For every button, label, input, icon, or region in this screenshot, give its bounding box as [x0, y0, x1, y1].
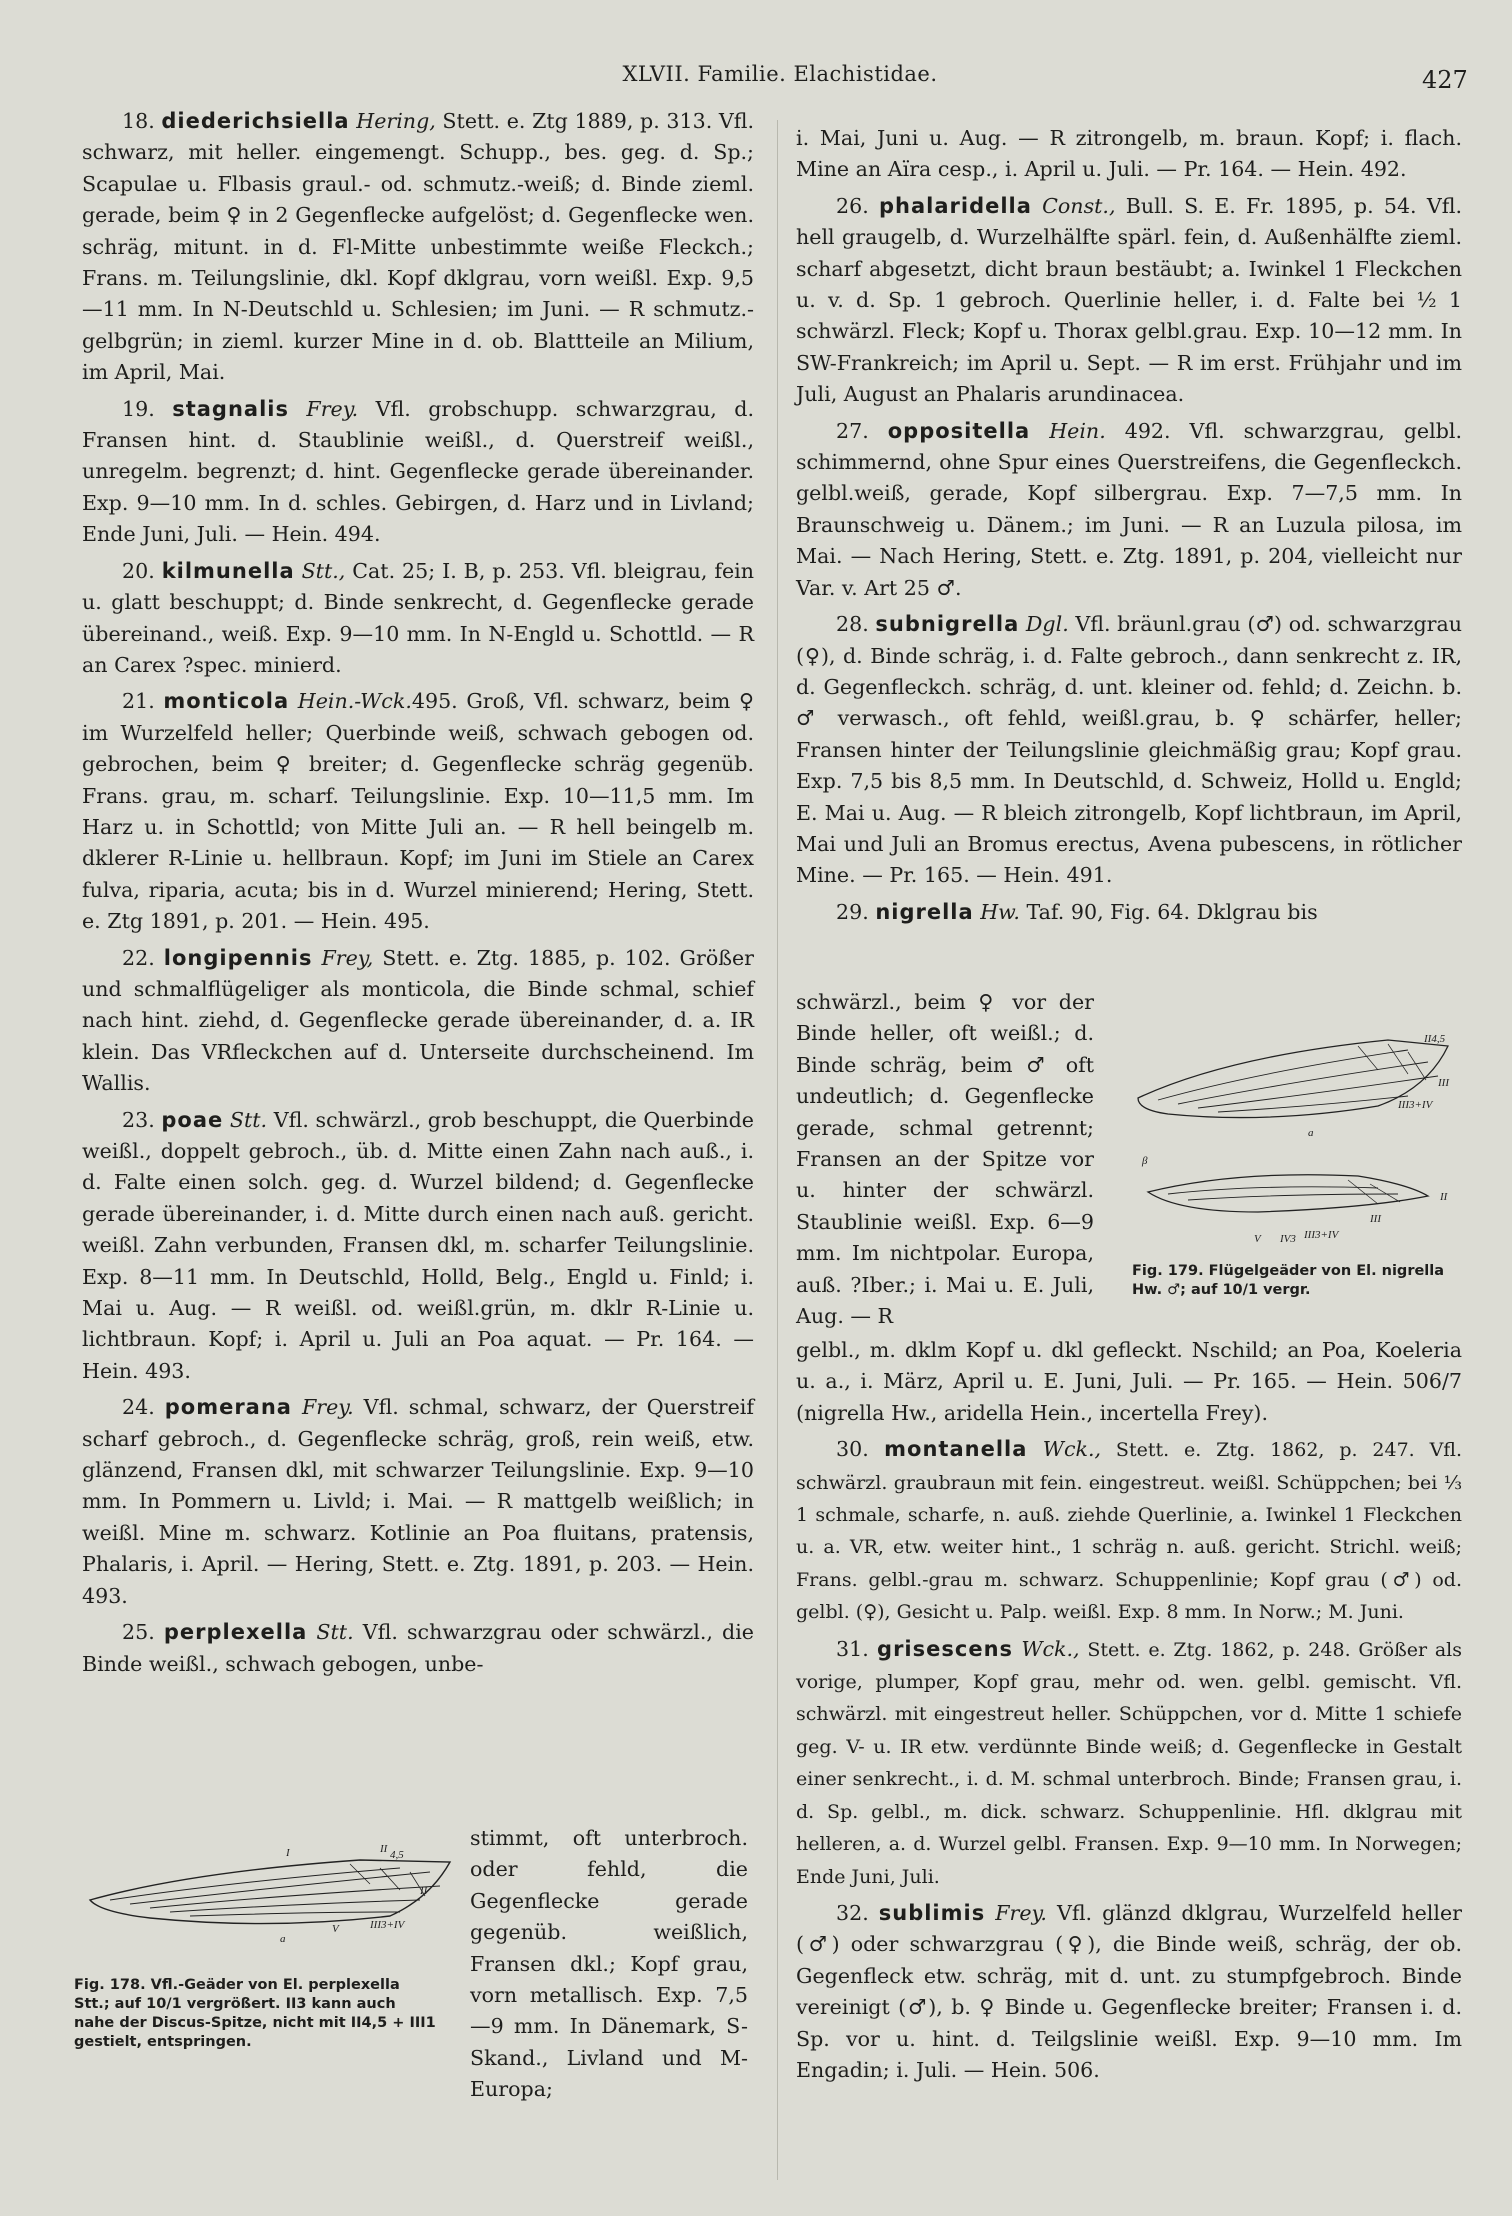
svg-text:a: a [1308, 1127, 1314, 1139]
species-name: monticola [163, 689, 290, 714]
entry-18: 18. diederichsiella Hering, Stett. e. Ztg 1889, p. 313. Vfl. schwarz, mit heller. eingemengt. Schupp., bes. geg. d. Sp.; Scapulae u. Flbasis graul.- od. schmutz.-weiß; d. Binde zieml. gerade, beim ♀ in 2 Gegenflecke aufgelöst; d. Gegenflecke wen. schräg, mitunt. in d. Fl-Mitte unbestimmte weiße Fleckch.; Frans. m. Teilungslinie, dkl. Kopf dklgrau, vorn weißl. Exp. 9,5—11 mm. In N-Deutschld u. Schlesien; im Juni. — R schmutz.-gelbgrün; in zieml. kurzer Mine in d. ob. Blattteile an Milium, im April, Mai. [82, 109, 755, 385]
entry-30: 30. montanella Wck., Stett. e. Ztg. 1862, p. 247. Vfl. schwärzl. graubraun mit fein. eingestreut. weißl. Schüppchen; bei ⅓ 1 schmale, scharfe, n. auß. ziehde Querlinie, a. Iwinkel 1 Fleckchen u. a. VR, etw. weiter hint., 1 schräg n. auß. gericht. Strichl. weiß; Frans. gelbl.-grau m. schwarz. Schuppenlinie; Kopf grau (♂) od. gelbl. (♀), Gesicht u. Palp. weißl. Exp. 8 mm. In Norw.; M. Juni. [796, 1437, 1463, 1624]
species-name: phalaridella [879, 193, 1032, 218]
species-name: oppositella [887, 418, 1031, 443]
wing-venation-figure-178 [70, 1838, 460, 1958]
species-name: montanella [884, 1437, 1028, 1462]
figure-179-caption: Fig. 179. Flügelgeäder von El. nigrella Hw. ♂; auf 10/1 vergr. [1132, 1263, 1445, 1298]
entry-20: 20. kilmunella Stt., Cat. 25; I. B, p. 253. Vfl. bleigrau, fein u. glatt beschuppt; d. Binde senkrecht, d. Gegenflecke gerade übereinand., weiß. Exp. 9—10 mm. In N-Engld u. Schottld. — R an Carex ?spec. minierd. [82, 558, 754, 677]
svg-text:III3+IV: III3+IV [1398, 1099, 1433, 1111]
right-column [796, 123, 1462, 928]
svg-text:a: a [280, 1933, 286, 1945]
svg-text:V: V [1254, 1233, 1261, 1245]
svg-text:II: II [420, 1885, 428, 1897]
column-divider [777, 120, 778, 2180]
svg-text:IV3: IV3 [1280, 1233, 1296, 1245]
entry-27: 27. oppositella Hein. 492. Vfl. schwarzgrau, gelbl. schimmernd, ohne Spur eines Querstreifens, die Gegenfleckch. gelbl.weiß, gerade, Kopf silbergrau. Exp. 7—7,5 mm. In Braunschweig u. Dänem.; im Juni. — R an Luzula pilosa, im Mai. — Nach Hering, Stett. e. Ztg. 1891, p. 204, vielleicht nur Var. v. Art 25 ♂. [796, 418, 1463, 600]
entry-24: 24. pomerana Frey. Vfl. schmal, schwarz, der Querstreif scharf gebroch., d. Gegenflecke schräg, groß, rein weiß, etw. glänzend, Fransen dkl, mit schwarzer Teilungslinie. Exp. 9—10 mm. In Pommern u. Livld; i. Mai. — R mattgelb weißlich; in weißl. Mine m. schwarz. Kotlinie an Poa fluitans, pratensis, Phalaris, i. April. — Hering, Stett. e. Ztg. 1891, p. 203. — Hein. 493. [82, 1395, 754, 1608]
species-name: grisescens [877, 1636, 1014, 1661]
svg-text:III3+IV: III3+IV [370, 1919, 405, 1931]
entry-31: 31. grisescens Wck., Stett. e. Ztg. 1862, p. 248. Größer als vorige, plumper, Kopf grau, mehr od. wen. gelbl. gemischt. Vfl. schwärzl. mit eingestreut heller. Schüppchen, vor d. Mitte 1 schiefe geg. V- u. IR etw. verdünnte Binde weiß; d. Gegenflecke in Gestalt einer senkrecht., i. d. M. schmal unterbroch. Binde; Fransen grau, i. d. Sp. gelbl., m. dick. schwarz. Schuppenlinie. Hfl. dklgrau mit helleren, a. d. Wurzel gelbl. Fransen. Exp. 9—10 mm. In Norwegen; Ende Juni, Juli. [796, 1636, 1463, 1888]
entry-25-continuation: i. Mai, Juni u. Aug. — R zitrongelb, m. braun. Kopf; i. flach. Mine an Aïra cesp., i. April u. Juli. — Pr. 164. — Hein. 492. [796, 126, 1462, 182]
entry-23: 23. poae Stt. Vfl. schwärzl., grob beschuppt, die Querbinde weißl., doppelt gebroch., üb. d. Mitte einen Zahn nach auß., i. d. Falte einen solch. geg. d. Wurzel bildend; d. Gegenflecke gerade übereinander, i. d. Mitte durch einen nach auß. gericht. weißl. Zahn verbunden, Fransen dkl, m. scharfer Teilungslinie. Exp. 8—11 mm. In Deutschld, Holld, Belg., Engld u. Finld; i. Mai u. Aug. — R weißl. od. weißl.grün, m. dklr R-Linie u. lichtbraun. Kopf; i. April u. Juli an Poa aquat. — Pr. 164. — Hein. 493. [82, 1107, 754, 1383]
entry-29: 29. nigrella Hw. Taf. 90, Fig. 64. Dklgrau bis [836, 899, 1318, 924]
entry-21: 21. monticola Hein.-Wck.495. Groß, Vfl. schwarz, beim ♀ im Wurzelfeld heller; Querbinde weiß, schwach gebogen od. gebrochen, beim ♀ breiter; d. Gegenflecke schräg gegenüb. Frans. grau, m. scharf. Teilungslinie. Exp. 10—11,5 mm. Im Harz u. in Schottld; von Mitte Juli an. — R hell beingelb m. dklerer R-Linie u. hellbraun. Kopf; im Juni im Stiele an Carex fulva, riparia, acuta; bis in d. Wurzel minierend; Hering, Stett. e. Ztg 1891, p. 201. — Hein. 495. [82, 689, 755, 934]
svg-text:III3+IV: III3+IV [1304, 1229, 1339, 1241]
entry-28: 28. subnigrella Dgl. Vfl. bräunl.grau (♂) od. schwarzgrau (♀), d. Binde schräg, i. d. Falte gebroch., dann senkrecht z. IR, d. Gegenfleckch. schräg, d. unt. kleiner od. fehld; d. Zeichn. b. ♂ verwasch., oft fehld, weißl.grau, b. ♀ schärfer, heller; Fransen hinter der Teilungslinie gleichmäßig grau; Kopf grau. Exp. 7,5 bis 8,5 mm. In Deutschld, d. Schweiz, Holld u. Engld; E. Mai u. Aug. — R bleich zitrongelb, Kopf lichtbraun, im April, Mai und Juli an Bromus erectus, Avena pubescens, in rötlicher Mine. — Pr. 165. — Hein. 491. [796, 612, 1463, 888]
species-name: nigrella [875, 899, 974, 924]
entry-26: 26. phalaridella Const., Bull. S. E. Fr. 1895, p. 54. Vfl. hell graugelb, d. Wurzelhälfte spärl. fein, d. Außenhälfte zieml. scharf abgesetzt, dicht braun bestäubt; a. Iwinkel 1 Fleckchen u. v. d. Sp. 1 gebroch. Querlinie heller, i. d. Falte bei ½ 1 schwärzl. Fleck; Kopf u. Thorax gelbl.grau. Exp. 10—12 mm. In SW-Frankreich; im April u. Sept. — R im erst. Frühjahr und im Juli, August an Phalaris arundinacea. [796, 193, 1462, 407]
svg-text:II: II [1440, 1191, 1448, 1203]
species-name: diederichsiella [161, 109, 350, 133]
species-name: subnigrella [875, 612, 1020, 637]
right-column-lower [796, 1335, 1462, 2091]
entry-22: 22. longipennis Frey, Stett. e. Ztg. 1885, p. 102. Größer und schmalflügeliger als monticola, die Binde schmal, schief nach hint. ziehd, d. Gegenflecke gerade übereinander, d. a. IR klein. Das VRfleckchen auf d. Unterseite durchscheinend. Im Wallis. [82, 945, 755, 1096]
entry-29-wrap-text: schwärzl., beim ♀ vor der Binde heller, oft weißl.; d. Binde schräg, beim ♂ oft undeutlich; d. Gegenflecke gerade, schmal getrennt; Fransen an der Spitze vor u. hinter der schwärzl. Staublinie weißl. Exp. 6—9 mm. Im nichtpolar. Europa, auß. ?Iber.; i. Mai u. E. Juli, Aug. — R [796, 990, 1094, 1329]
figure-178-caption: Fig. 178. Vfl.-Geäder von El. perplexella Stt.; auf 10/1 vergrößert. II3 kann auch nahe der Discus-Spitze, nicht mit II4,5 + III1 gestielt, entspringen. [74, 1977, 436, 2050]
page-number: 427 [1422, 66, 1468, 94]
svg-text:V: V [332, 1923, 339, 1935]
entry-19: 19. stagnalis Frey. Vfl. grobschupp. schwarzgrau, d. Fransen hint. d. Staublinie weißl., d. Querstreif weißl., unregelm. begrenzt; d. hint. Gegenflecke gerade übereinander. Exp. 9—10 mm. In d. schles. Gebirgen, d. Harz und in Livland; Ende Juni, Juli. — Hein. 494. [82, 396, 755, 547]
running-header: XLVII. Familie. Elachistidae. [622, 62, 938, 86]
left-column [82, 106, 754, 1680]
species-name: kilmunella [161, 558, 295, 583]
species-name: longipennis [163, 945, 313, 970]
svg-text:4,5: 4,5 [390, 1849, 404, 1861]
species-name: stagnalis [172, 396, 289, 421]
wing-venation-figure-179 [1108, 1016, 1468, 1256]
entry-29-rest: gelbl., m. dklm Kopf u. dkl gefleckt. Nschild; an Poa, Koeleria u. a., i. März, April u. E. Juni, Juli. — Pr. 165. — Hein. 506/7 (nigrella Hw., aridella Hein., incertella Frey). [796, 1338, 1462, 1425]
species-name: sublimis [878, 1900, 986, 1925]
entry-32: 32. sublimis Frey. Vfl. glänzd dklgrau, Wurzelfeld heller (♂) oder schwarzgrau (♀), die Binde weiß, schräg, der ob. Gegenfleck etw. schräg, mit d. unt. zu stumpfgebroch. Binde vereinigt (♂), b. ♀ Binde u. Gegenflecke breiter; Fransen i. d. Sp. vor u. hint. d. Teilgslinie weißl. Exp. 9—10 mm. Im Engadin; i. Juli. — Hein. 506. [796, 1900, 1463, 2082]
svg-text:β: β [1142, 1155, 1148, 1167]
svg-text:II4,5: II4,5 [1424, 1033, 1446, 1045]
entry-25-wrap-text: stimmt, oft unterbroch. oder fehld, die Gegenflecke gerade gegenüb. weißlich, Fransen dkl.; Kopf grau, vorn metallisch. Exp. 7,5—9 mm. In Dänemark, S-Skand., Livland und M-Europa; [470, 1826, 748, 2102]
svg-text:III: III [1370, 1213, 1381, 1225]
svg-text:III: III [1438, 1077, 1449, 1089]
entry-25: 25. perplexella Stt. Vfl. schwarzgrau oder schwärzl., die Binde weißl., schwach gebogen, unbe- [82, 1620, 754, 1676]
svg-text:I: I [286, 1847, 290, 1859]
svg-text:II: II [380, 1843, 388, 1855]
species-name: poae [161, 1107, 224, 1132]
species-name: perplexella [163, 1620, 308, 1645]
species-name: pomerana [164, 1395, 292, 1420]
